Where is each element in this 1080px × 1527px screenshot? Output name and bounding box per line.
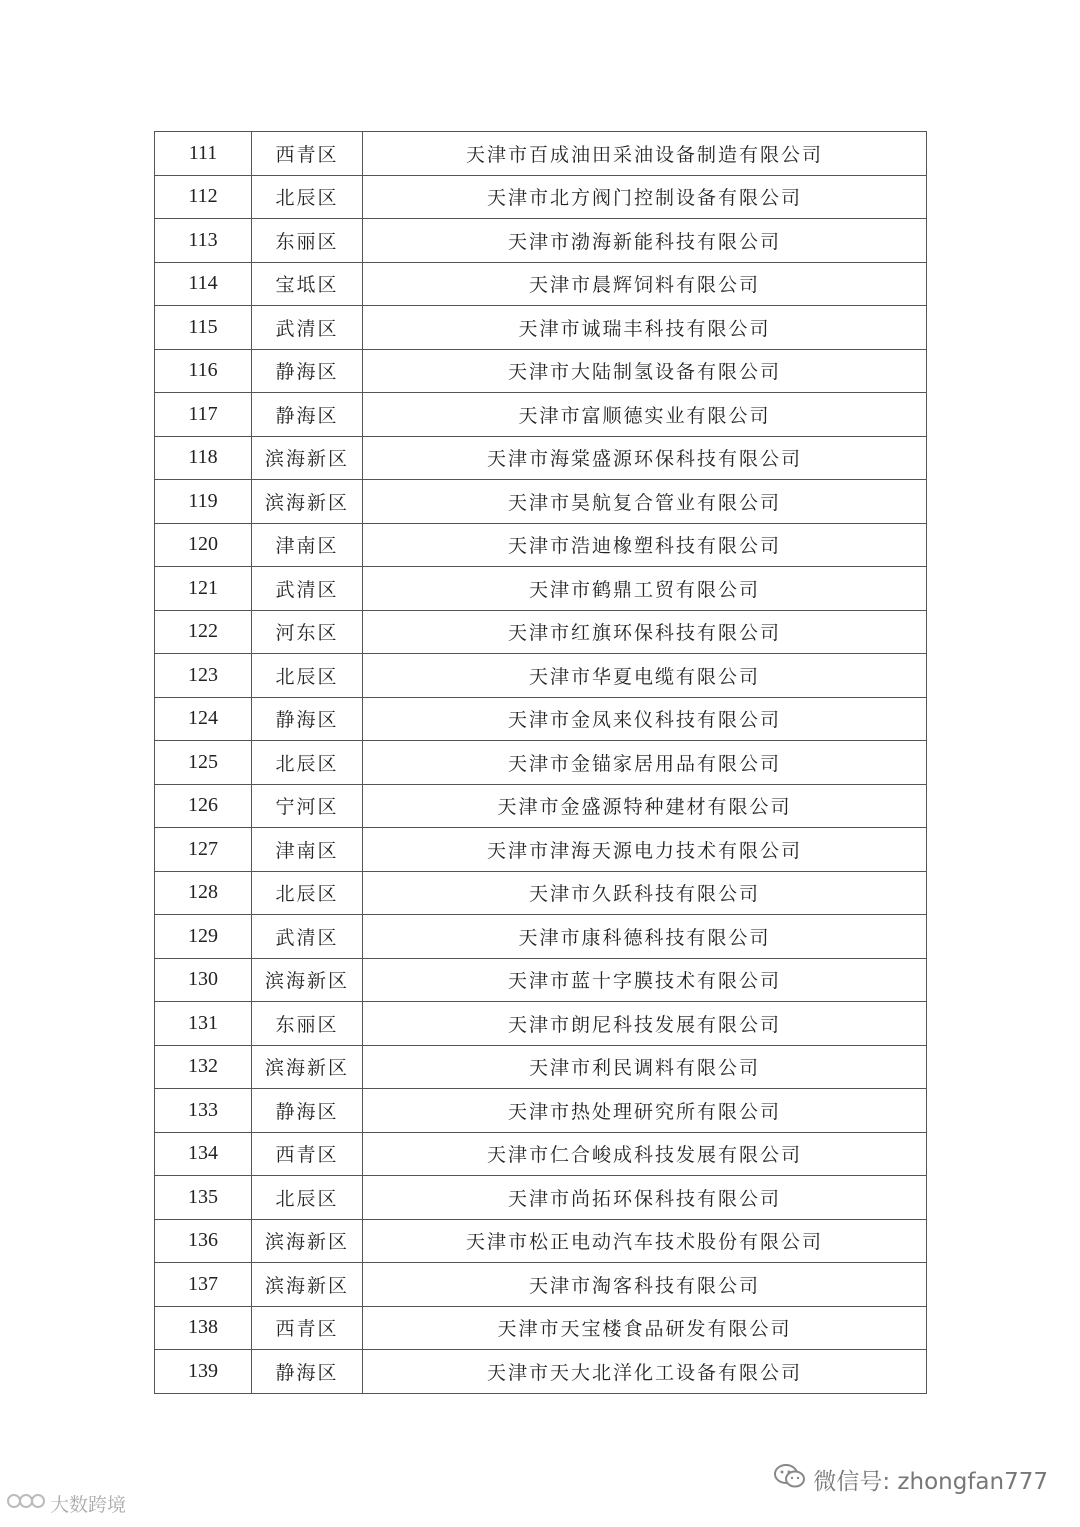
row-district: 滨海新区 <box>252 1263 363 1307</box>
row-company: 天津市天大北洋化工设备有限公司 <box>363 1350 927 1394</box>
row-district: 静海区 <box>252 1089 363 1133</box>
row-number: 116 <box>155 349 252 393</box>
table-row <box>155 654 927 698</box>
row-district: 滨海新区 <box>252 436 363 480</box>
row-company: 天津市尚拓环保科技有限公司 <box>363 1176 927 1220</box>
row-number: 112 <box>155 175 252 219</box>
row-company: 天津市北方阀门控制设备有限公司 <box>363 175 927 219</box>
row-number: 111 <box>155 132 252 176</box>
row-number: 113 <box>155 219 252 263</box>
row-district: 滨海新区 <box>252 958 363 1002</box>
row-number: 124 <box>155 697 252 741</box>
row-district: 滨海新区 <box>252 480 363 524</box>
row-district: 津南区 <box>252 523 363 567</box>
row-company: 天津市昊航复合管业有限公司 <box>363 480 927 524</box>
table-row <box>155 1045 927 1089</box>
row-district: 西青区 <box>252 1306 363 1350</box>
row-number: 134 <box>155 1132 252 1176</box>
brand-watermark <box>6 1490 126 1517</box>
row-district: 北辰区 <box>252 871 363 915</box>
row-district: 滨海新区 <box>252 1045 363 1089</box>
row-number: 121 <box>155 567 252 611</box>
table-row <box>155 1219 927 1263</box>
row-company: 天津市浩迪橡塑科技有限公司 <box>363 523 927 567</box>
row-district: 西青区 <box>252 1132 363 1176</box>
row-company: 天津市久跃科技有限公司 <box>363 871 927 915</box>
row-company: 天津市松正电动汽车技术股份有限公司 <box>363 1219 927 1263</box>
row-number: 127 <box>155 828 252 872</box>
row-number: 122 <box>155 610 252 654</box>
table-row <box>155 349 927 393</box>
row-district: 宁河区 <box>252 784 363 828</box>
row-number: 117 <box>155 393 252 437</box>
table-row <box>155 828 927 872</box>
row-number: 132 <box>155 1045 252 1089</box>
row-company: 天津市康科德科技有限公司 <box>363 915 927 959</box>
brand-logo-icon <box>6 1490 46 1517</box>
table-row <box>155 1089 927 1133</box>
table-row <box>155 784 927 828</box>
table-row <box>155 1002 927 1046</box>
row-number: 131 <box>155 1002 252 1046</box>
row-number: 115 <box>155 306 252 350</box>
table-row <box>155 219 927 263</box>
row-company: 天津市大陆制氢设备有限公司 <box>363 349 927 393</box>
table-row <box>155 1176 927 1220</box>
table-row <box>155 915 927 959</box>
row-district: 北辰区 <box>252 175 363 219</box>
row-number: 125 <box>155 741 252 785</box>
row-number: 128 <box>155 871 252 915</box>
row-number: 126 <box>155 784 252 828</box>
row-company: 天津市富顺德实业有限公司 <box>363 393 927 437</box>
row-number: 120 <box>155 523 252 567</box>
row-number: 119 <box>155 480 252 524</box>
row-company: 天津市百成油田采油设备制造有限公司 <box>363 132 927 176</box>
row-district: 静海区 <box>252 1350 363 1394</box>
row-district: 静海区 <box>252 349 363 393</box>
row-company: 天津市晨辉饲料有限公司 <box>363 262 927 306</box>
row-district: 宝坻区 <box>252 262 363 306</box>
table-row <box>155 610 927 654</box>
row-district: 静海区 <box>252 697 363 741</box>
row-number: 123 <box>155 654 252 698</box>
row-district: 武清区 <box>252 915 363 959</box>
row-number: 133 <box>155 1089 252 1133</box>
row-company: 天津市利民调料有限公司 <box>363 1045 927 1089</box>
row-company: 天津市诚瑞丰科技有限公司 <box>363 306 927 350</box>
row-company: 天津市金凤来仪科技有限公司 <box>363 697 927 741</box>
row-district: 北辰区 <box>252 654 363 698</box>
row-number: 130 <box>155 958 252 1002</box>
row-number: 118 <box>155 436 252 480</box>
row-number: 137 <box>155 1263 252 1307</box>
table-row <box>155 1306 927 1350</box>
company-table <box>154 131 927 1394</box>
row-district: 东丽区 <box>252 1002 363 1046</box>
row-company: 天津市海棠盛源环保科技有限公司 <box>363 436 927 480</box>
row-company: 天津市朗尼科技发展有限公司 <box>363 1002 927 1046</box>
row-company: 天津市金锚家居用品有限公司 <box>363 741 927 785</box>
row-district: 东丽区 <box>252 219 363 263</box>
table-row <box>155 262 927 306</box>
row-company: 天津市仁合峻成科技发展有限公司 <box>363 1132 927 1176</box>
row-district: 北辰区 <box>252 1176 363 1220</box>
table-row <box>155 175 927 219</box>
row-company: 天津市渤海新能科技有限公司 <box>363 219 927 263</box>
table-row <box>155 393 927 437</box>
table-row <box>155 741 927 785</box>
row-company: 天津市鹤鼎工贸有限公司 <box>363 567 927 611</box>
company-table-body <box>155 132 927 1394</box>
row-company: 天津市天宝楼食品研发有限公司 <box>363 1306 927 1350</box>
row-number: 129 <box>155 915 252 959</box>
table-row <box>155 1350 927 1394</box>
row-company: 天津市蓝十字膜技术有限公司 <box>363 958 927 1002</box>
table-row <box>155 306 927 350</box>
row-district: 西青区 <box>252 132 363 176</box>
table-row <box>155 132 927 176</box>
row-district: 武清区 <box>252 567 363 611</box>
row-company: 天津市热处理研究所有限公司 <box>363 1089 927 1133</box>
table-row <box>155 436 927 480</box>
row-district: 武清区 <box>252 306 363 350</box>
row-company: 天津市华夏电缆有限公司 <box>363 654 927 698</box>
row-number: 139 <box>155 1350 252 1394</box>
table-row <box>155 567 927 611</box>
row-district: 河东区 <box>252 610 363 654</box>
row-company: 天津市金盛源特种建材有限公司 <box>363 784 927 828</box>
table-row <box>155 1263 927 1307</box>
row-company: 天津市淘客科技有限公司 <box>363 1263 927 1307</box>
wechat-icon <box>773 1462 807 1496</box>
wechat-watermark <box>773 1462 1048 1496</box>
row-number: 136 <box>155 1219 252 1263</box>
row-district: 津南区 <box>252 828 363 872</box>
brand-watermark-text: 大数跨境 <box>50 1494 127 1516</box>
row-number: 114 <box>155 262 252 306</box>
table-row <box>155 697 927 741</box>
row-district: 滨海新区 <box>252 1219 363 1263</box>
table-row <box>155 871 927 915</box>
table-row <box>155 523 927 567</box>
row-number: 135 <box>155 1176 252 1220</box>
table-row <box>155 1132 927 1176</box>
row-company: 天津市红旗环保科技有限公司 <box>363 610 927 654</box>
row-district: 静海区 <box>252 393 363 437</box>
row-district: 北辰区 <box>252 741 363 785</box>
row-number: 138 <box>155 1306 252 1350</box>
table-row <box>155 958 927 1002</box>
row-company: 天津市津海天源电力技术有限公司 <box>363 828 927 872</box>
wechat-watermark-text: 微信号: zhongfan777 <box>813 1468 1048 1495</box>
table-row <box>155 480 927 524</box>
